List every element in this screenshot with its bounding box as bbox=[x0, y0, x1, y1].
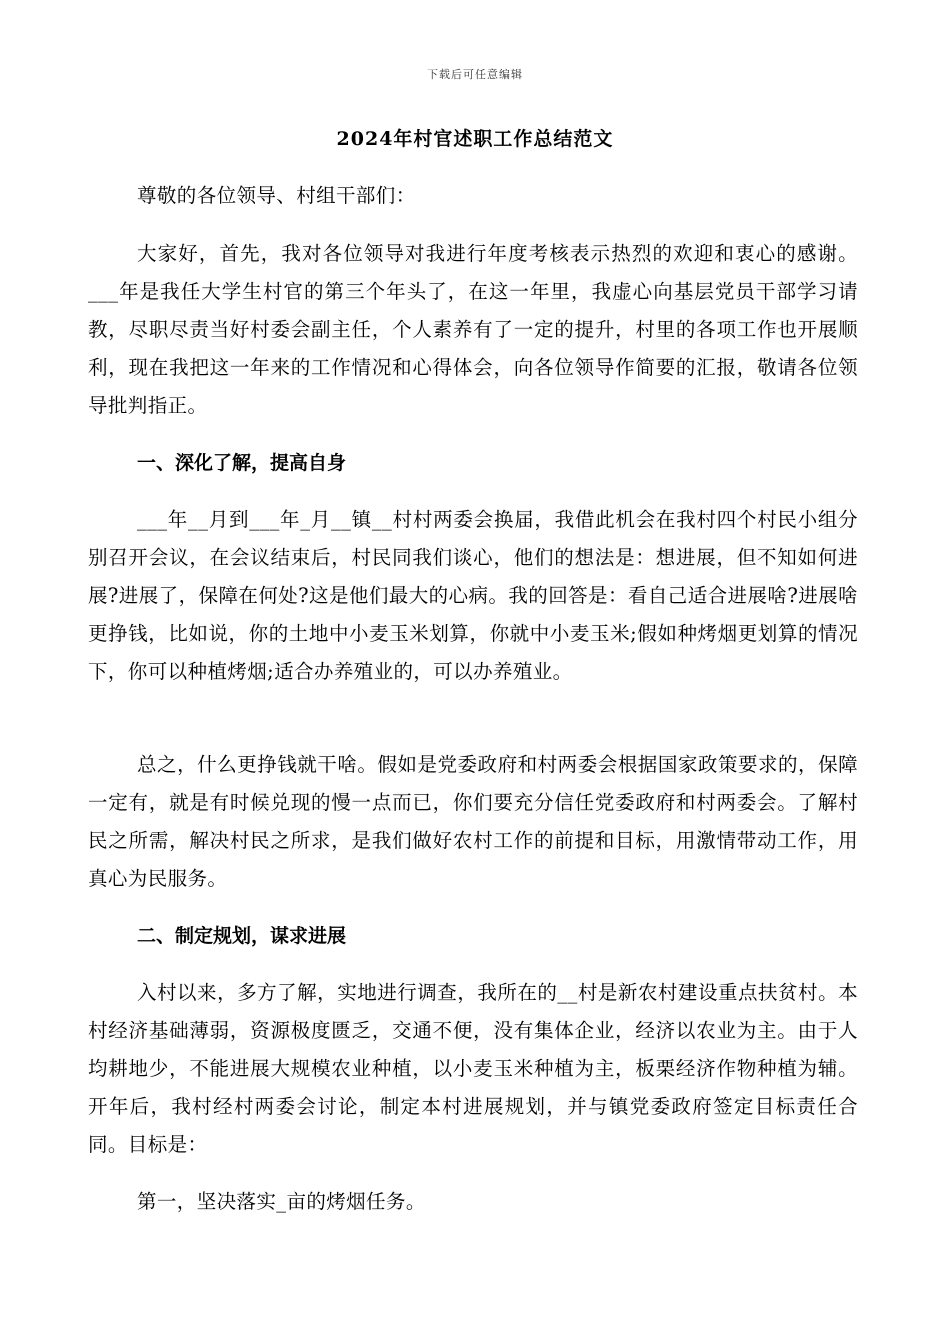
paragraph-section2-1: 入村以来，多方了解，实地进行调查，我所在的__村是新农村建设重点扶贫村。本村经济基础薄弱，资源极度匮乏，交通不便，没有集体企业，经济以农业为主。由于人均耕地少，不能进展大规模农业种植，以小麦玉米种植为主，板栗经济作物种植为辅。开年后，我村经村两委会讨论，制定本村进展规划，并与镇党委政府签定目标责任合同。目标是： bbox=[88, 981, 858, 1156]
paragraph-section1-2: 总之，什么更挣钱就干啥。假如是党委政府和村两委会根据国家政策要求的，保障一定有，就是有时候兑现的慢一点而已，你们要充分信任党委政府和村两委会。了解村民之所需，解决村民之所求，是我们做好农村工作的前提和目标，用激情带动工作，用真心为民服务。 bbox=[88, 753, 858, 890]
header-note: 下载后可任意编辑 bbox=[427, 68, 523, 81]
paragraph-section2-2: 第一，坚决落实_亩的烤烟任务。 bbox=[137, 1190, 426, 1213]
document-title: 2024年村官述职工作总结范文 bbox=[336, 128, 614, 150]
paragraph-section1-1: ___年__月到___年_月__镇__村村两委会换届，我借此机会在我村四个村民小组分别召开会议，在会议结束后，村民同我们谈心，他们的想法是：想进展，但不知如何进展?进展了，保障在何处?这是他们最大的心病。我的回答是：看自己适合进展啥?进展啥更挣钱，比如说，你的土地中小麦玉米划算，你就中小麦玉米;假如种烤烟更划算的情况下，你可以种植烤烟;适合办养殖业的，可以办养殖业。 bbox=[88, 508, 858, 683]
salutation: 尊敬的各位领导、村组干部们： bbox=[137, 184, 416, 207]
paragraph-intro: 大家好，首先，我对各位领导对我进行年度考核表示热烈的欢迎和衷心的感谢。___年是我任大学生村官的第三个年头了，在这一年里，我虚心向基层党员干部学习请教，尽职尽责当好村委会副主任，个人素养有了一定的提升，村里的各项工作也开展顺利，现在我把这一年来的工作情况和心得体会，向各位领导作简要的汇报，敬请各位领导批判指正。 bbox=[88, 242, 858, 417]
section-heading-2: 二、制定规划，谋求进展 bbox=[137, 925, 347, 947]
section-heading-1: 一、深化了解，提高自身 bbox=[137, 452, 347, 474]
